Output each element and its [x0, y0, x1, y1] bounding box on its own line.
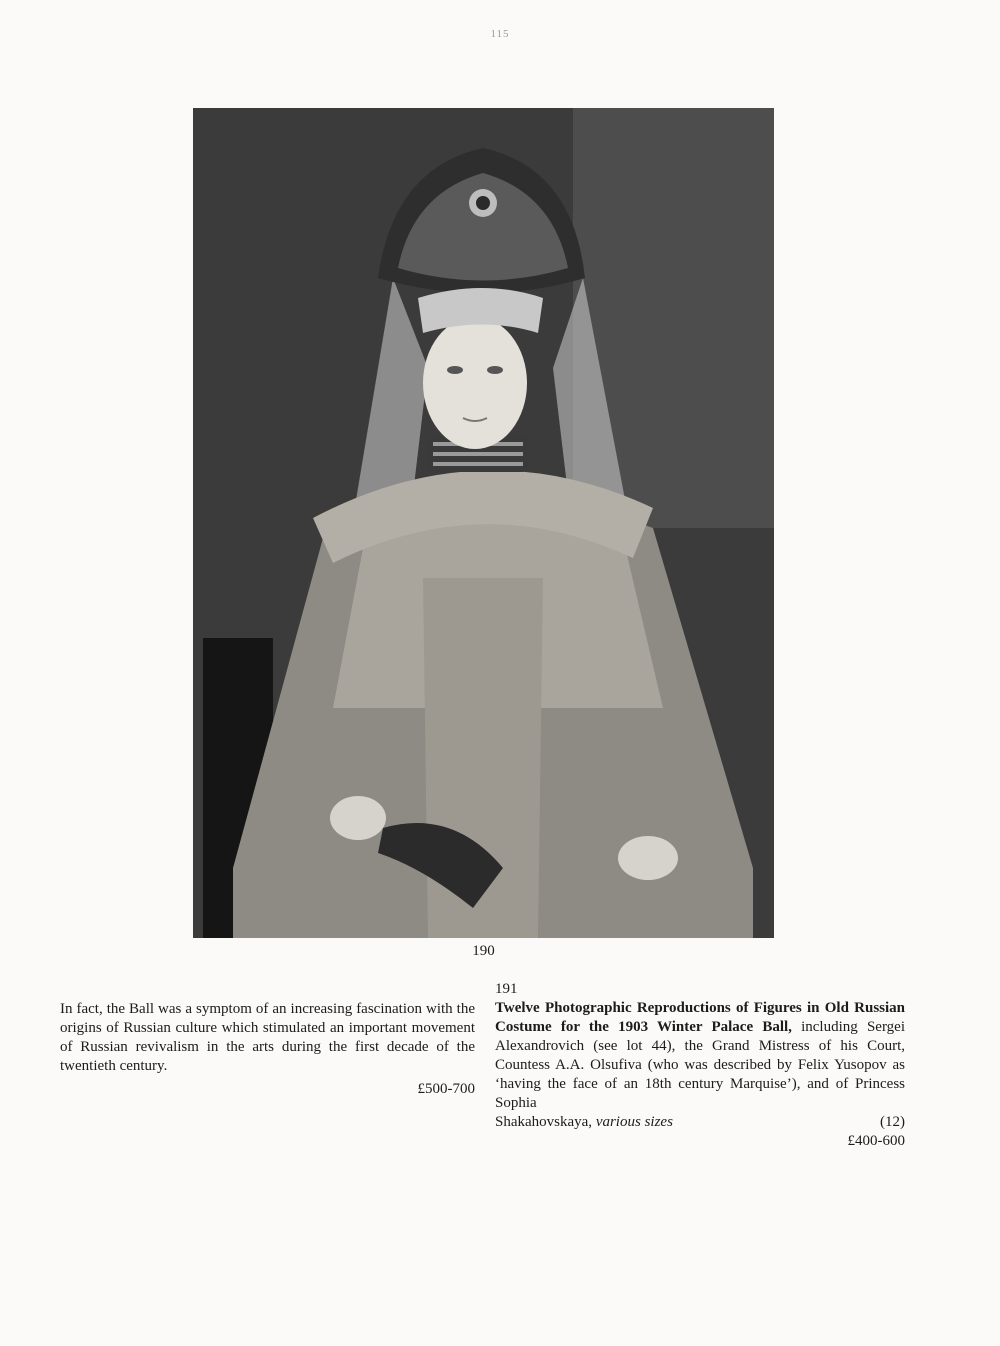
- lot-191-details: including Sergei Alexandrovich (see lot 44), the Grand Mistress of his Court, Countess A.A. Olsufiva (who was described by Felix Yusopov as ‘having the face of an 18th century Marquise’), and of Princess Sophia: [495, 1019, 905, 1111]
- lot-190-photograph: [193, 108, 774, 938]
- lot-191-entry: [495, 980, 905, 1151]
- lot-191-quantity: (12): [880, 1114, 905, 1130]
- lot-191-size-line: [495, 1113, 673, 1132]
- lot-191-last-line: Shakahovskaya,: [495, 1114, 593, 1130]
- left-column: [60, 1000, 475, 1099]
- lot-191-estimate: £400-600: [847, 1133, 905, 1149]
- lot-191-title: Twelve Photographic Reproductions of Figures in Old Russian Costume for the 1903 Winter Palace Ball,: [495, 1000, 905, 1035]
- photo-lot-number: 190: [472, 943, 495, 959]
- lot-191-description: [495, 999, 905, 1113]
- historical-note: In fact, the Ball was a symptom of an increasing fascination with the origins of Russian culture which stimulated an important movement of Russian revivalism in the arts during the first decade of the twentieth century.: [60, 1001, 475, 1074]
- page-number: 115: [490, 28, 510, 40]
- lot-191-size-row: [495, 1113, 905, 1132]
- lot-191-sizes: various sizes: [595, 1114, 673, 1130]
- lot-190-estimate: £500-700: [417, 1081, 475, 1097]
- lot-191-number: 191: [495, 981, 518, 997]
